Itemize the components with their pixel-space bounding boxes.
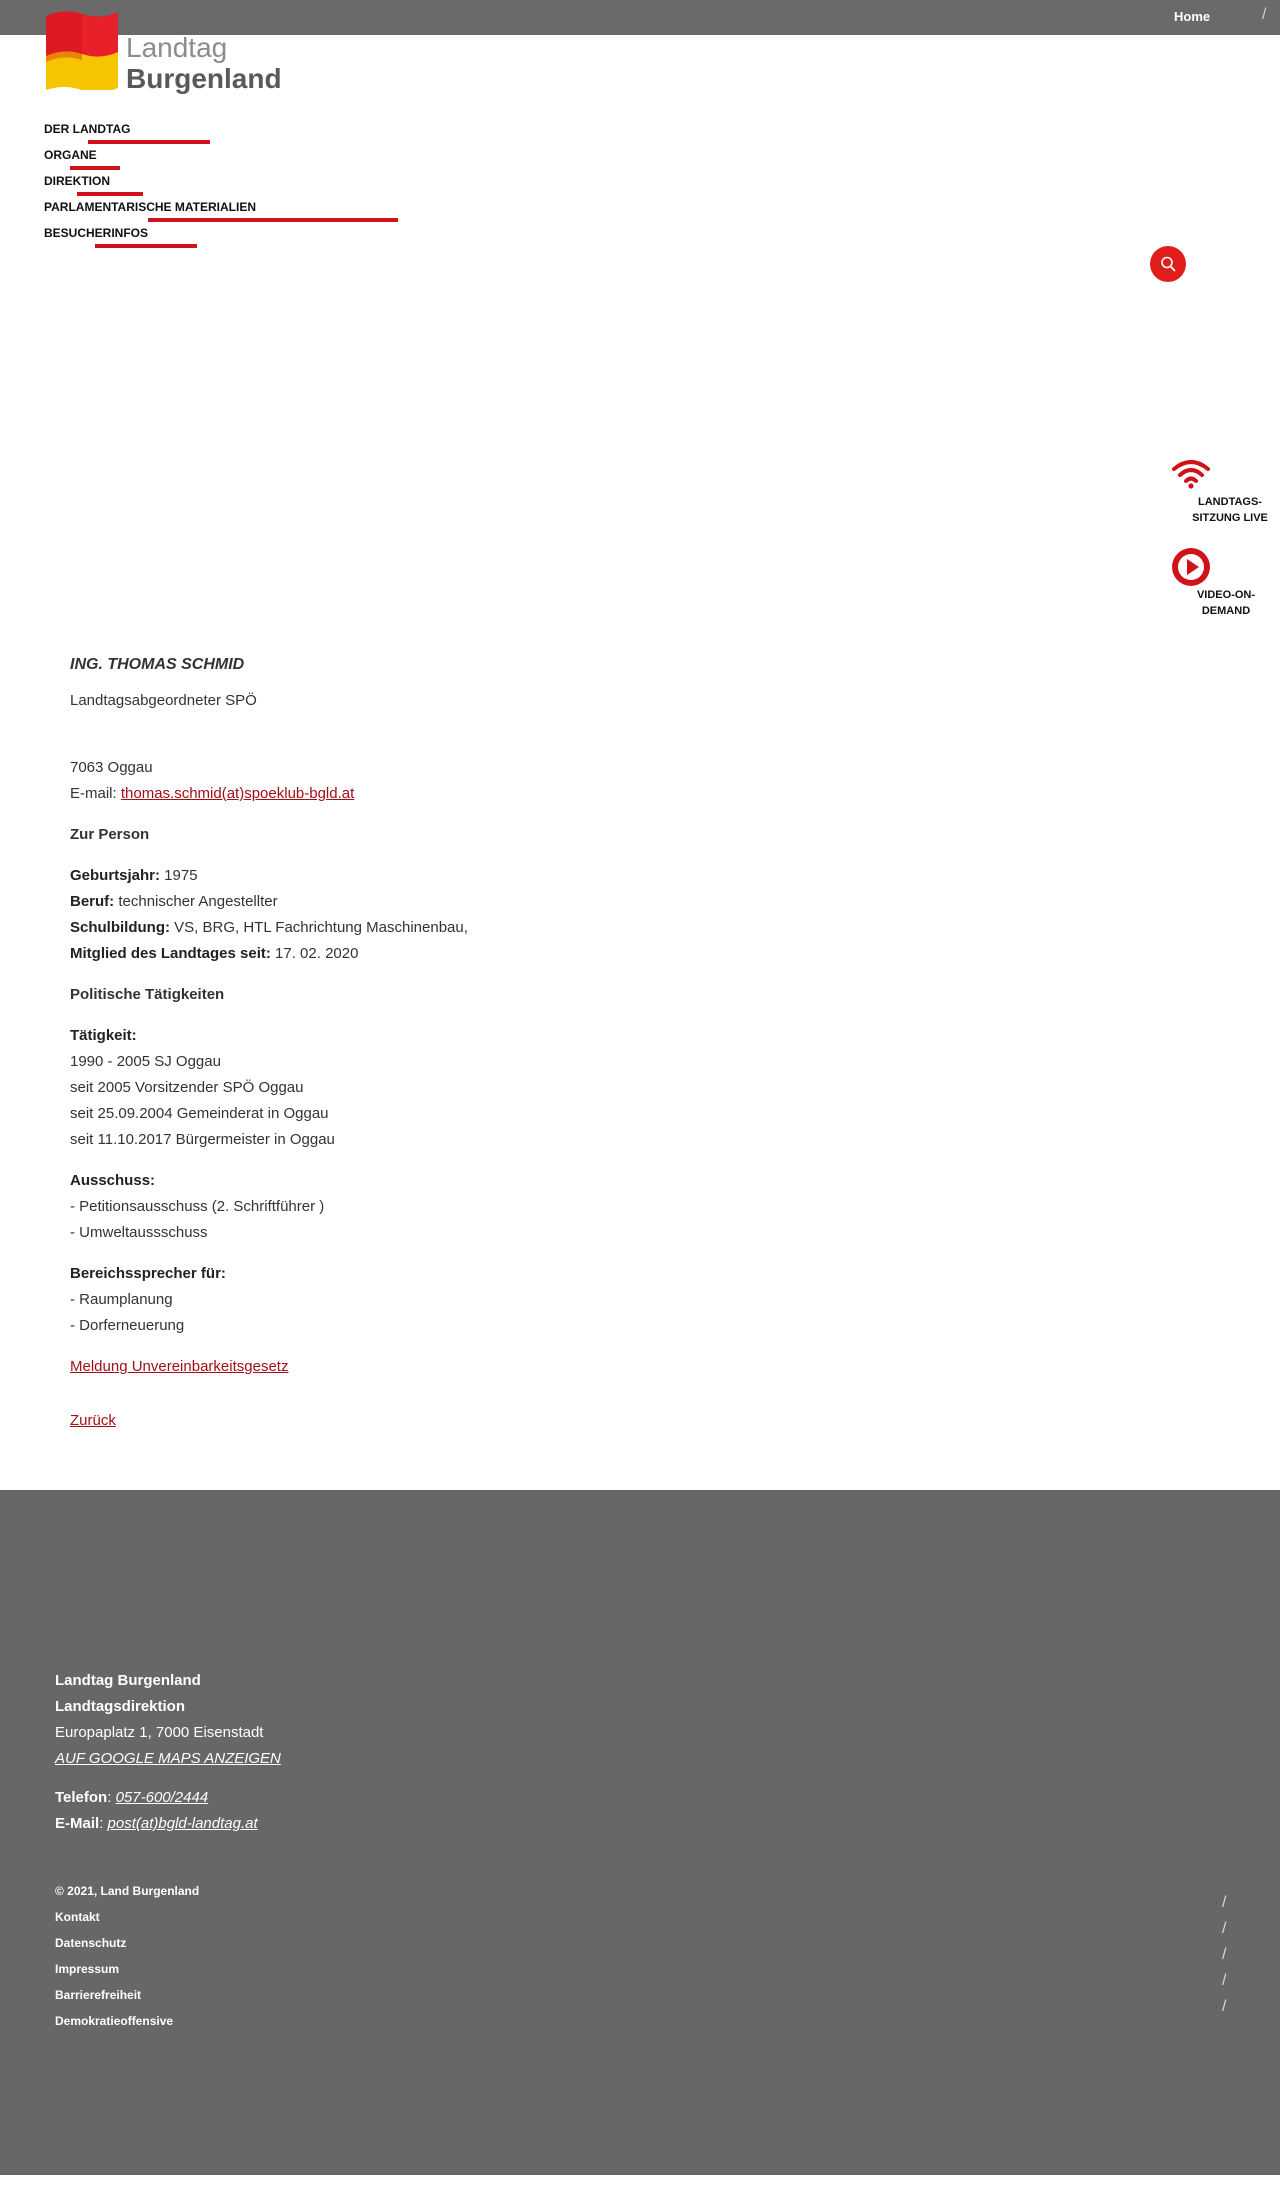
activities-block: [70, 1023, 770, 1153]
member-since-label: Mitglied des Landtages seit:: [70, 945, 271, 962]
spokesperson-block: [70, 1261, 770, 1339]
member-address: 7063 Oggau: [70, 759, 153, 776]
footer-link-kontakt[interactable]: Kontakt: [55, 1910, 100, 1924]
footer-address: [55, 1668, 281, 1772]
google-maps-link[interactable]: AUF GOOGLE MAPS ANZEIGEN: [55, 1750, 281, 1767]
back-link[interactable]: Zurück: [70, 1412, 116, 1429]
job-label: Beruf:: [70, 893, 115, 910]
footer-email-link[interactable]: post(at)bgld-landtag.at: [107, 1815, 258, 1832]
nav-link-parlamentarische-materialien[interactable]: PARLAMENTARISCHE MATERIALIEN: [44, 200, 256, 214]
email-label: E-mail:: [70, 785, 121, 802]
footer-org-name: Landtag Burgenland: [55, 1672, 201, 1689]
footer-legal-links: [55, 1878, 199, 2034]
activity-label: Tätigkeit:: [70, 1027, 137, 1044]
live-label-1: LANDTAGS-: [1198, 496, 1262, 508]
footer-link-datenschutz[interactable]: Datenschutz: [55, 1936, 127, 1950]
list-item: - Petitionsausschuss (2. Schriftführer ): [70, 1198, 325, 1215]
school-value: VS, BRG, HTL Fachrichtung Maschinenbau,: [169, 919, 468, 936]
birth-label: Geburtsjahr:: [70, 867, 161, 884]
logo-text-landtag: Landtag: [126, 32, 228, 63]
nav-item-direktion: [44, 170, 404, 196]
site-footer: [0, 1490, 1280, 2175]
nav-item-organe: [44, 144, 404, 170]
phone-link[interactable]: 057-600/2444: [115, 1789, 209, 1806]
nav-item-parlamentarische-materialien: [44, 196, 404, 222]
search-icon: [1159, 255, 1177, 273]
job-value: technischer Angestellter: [114, 893, 278, 910]
phone-label: Telefon: [55, 1789, 108, 1806]
main-navigation: [44, 118, 404, 248]
committees-block: [70, 1168, 770, 1246]
footer-separators: [1222, 1890, 1226, 2020]
list-item: - Umweltaussschuss: [70, 1224, 208, 1241]
section-heading-politics: Politische Tätigkeiten: [70, 986, 225, 1003]
separator: /: [1222, 1998, 1227, 2015]
school-label: Schulbildung:: [70, 919, 170, 936]
home-link[interactable]: Home: [1174, 9, 1211, 24]
nav-link-besucherinfos[interactable]: BESUCHERINFOS: [44, 226, 149, 240]
separator: /: [1222, 1920, 1227, 1937]
list-item: - Raumplanung: [70, 1291, 173, 1308]
site-logo[interactable]: [44, 10, 284, 100]
footer-link-demokratieoffensive[interactable]: Demokratieoffensive: [55, 2014, 174, 2028]
breadcrumb-separator: /: [1262, 6, 1267, 23]
committee-label: Ausschuss:: [70, 1172, 156, 1189]
search-button[interactable]: [1150, 246, 1186, 282]
live-label-2: SITZUNG LIVE: [1192, 512, 1268, 524]
member-name: ING. THOMAS SCHMID: [70, 656, 245, 673]
vod-label-1: VIDEO-ON-: [1196, 589, 1256, 601]
separator: /: [1222, 1972, 1227, 1989]
member-email-link[interactable]: thomas.schmid(at)spoeklub-bgld.at: [120, 785, 355, 802]
birth-value: 1975: [160, 867, 198, 884]
nav-item-besucherinfos: [44, 222, 404, 248]
list-item: - Dorferneuerung: [70, 1317, 185, 1334]
nav-link-der-landtag[interactable]: DER LANDTAG: [44, 122, 131, 136]
spokesperson-label: Bereichssprecher für:: [70, 1265, 226, 1282]
member-since-value: 17. 02. 2020: [270, 945, 359, 962]
member-role: Landtagsabgeordneter SPÖ: [70, 692, 257, 709]
logo-text-burgenland: Burgenland: [126, 63, 282, 94]
nav-link-organe[interactable]: ORGANE: [44, 148, 97, 162]
footer-contact: Telefon: 057-600/2444 E-Mail: post(at)bgld-landtag.at: [55, 1789, 258, 1832]
list-item: seit 25.09.2004 Gemeinderat in Oggau: [70, 1105, 329, 1122]
nav-underline: [95, 244, 197, 248]
separator: /: [1222, 1894, 1227, 1911]
play-icon: [1171, 547, 1211, 587]
footer-org-department: Landtagsdirektion: [55, 1698, 186, 1715]
list-item: seit 2005 Vorsitzender SPÖ Oggau: [70, 1079, 304, 1096]
footer-email-label: E-Mail: [55, 1815, 100, 1832]
list-item: seit 11.10.2017 Bürgermeister in Oggau: [70, 1131, 335, 1148]
footer-street: Europaplatz 1, 7000 Eisenstadt: [55, 1724, 264, 1741]
separator: /: [1222, 1946, 1227, 1963]
person-details: [70, 863, 770, 967]
footer-link-impressum[interactable]: Impressum: [55, 1962, 120, 1976]
footer-link-barrierefreiheit[interactable]: Barrierefreiheit: [55, 1988, 142, 2002]
nav-link-direktion[interactable]: DIREKTION: [44, 174, 110, 188]
flag-logo-icon: [44, 10, 120, 90]
wifi-icon: [1170, 457, 1214, 491]
list-item: 1990 - 2005 SJ Oggau: [70, 1053, 221, 1070]
nav-item-der-landtag: [44, 118, 404, 144]
incompatibility-report-link[interactable]: Meldung Unvereinbarkeitsgesetz: [70, 1358, 289, 1375]
member-profile: [70, 652, 770, 1449]
section-heading-person: Zur Person: [70, 826, 150, 843]
vod-label-2: DEMAND: [1201, 605, 1251, 617]
copyright: © 2021, Land Burgenland: [55, 1884, 200, 1898]
contact-block: [70, 755, 770, 807]
